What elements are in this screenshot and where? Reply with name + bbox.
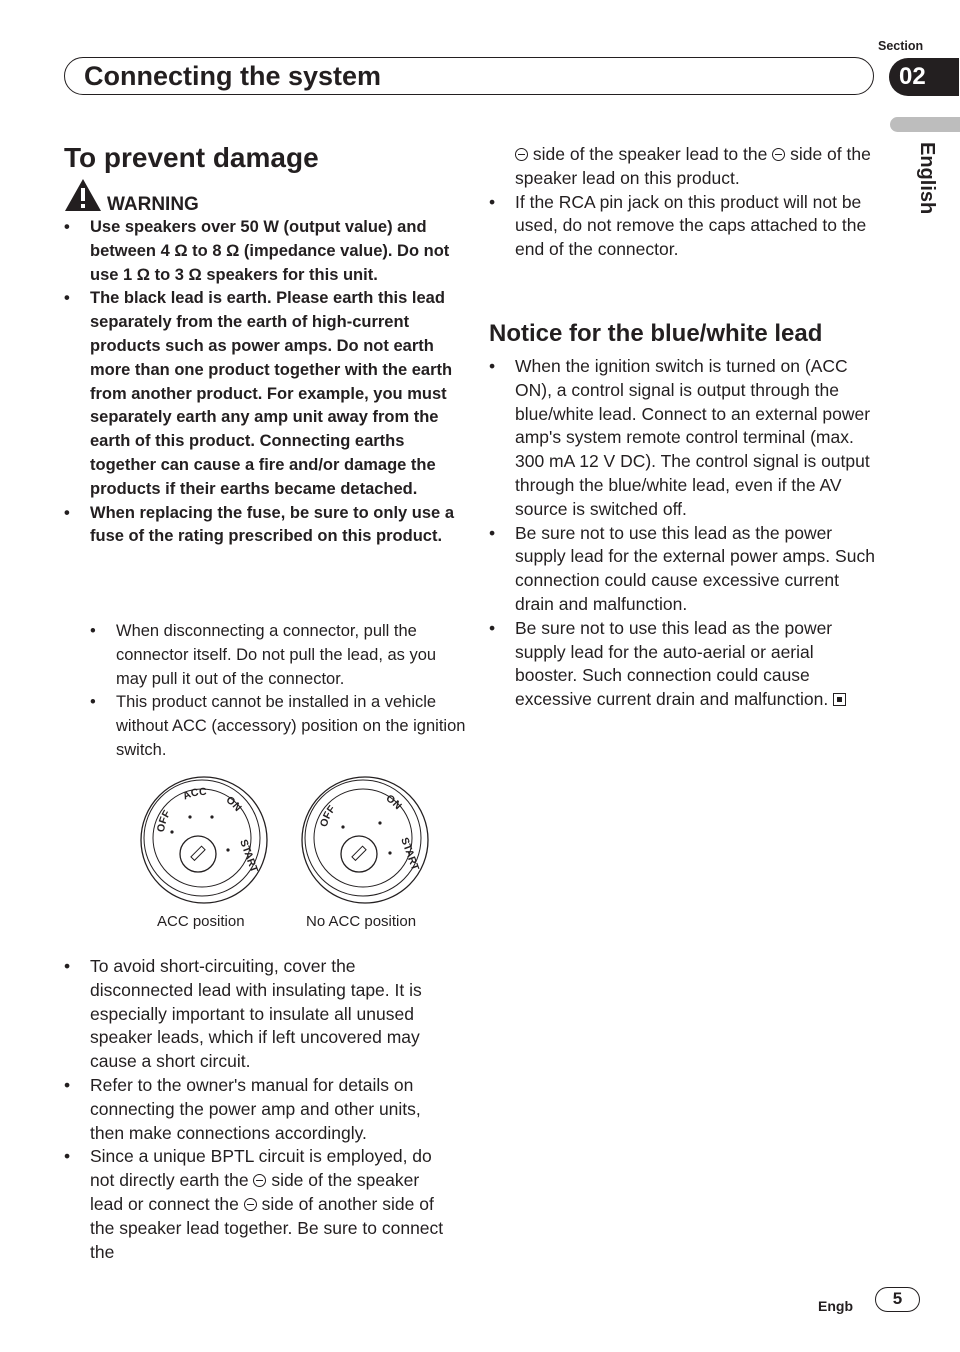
minus-icon <box>515 148 528 161</box>
language-label: English <box>916 142 938 215</box>
list-item: • Since a unique BPTL circuit is employed, do not directly earth the side of the speaker lead or connect the side of another side of the speaker lead together. Be sure to connect the <box>64 1146 444 1262</box>
bptl-continuation: side of the speaker lead to the side of the speaker lead on this product. <box>515 144 871 188</box>
page-number: 5 <box>875 1287 920 1312</box>
warning-label: WARNING <box>107 194 199 215</box>
list-item: • This product cannot be installed in a vehicle without ACC (accessory) position on the ignition switch. <box>90 693 466 759</box>
left-notes-list <box>64 955 454 1262</box>
page-heading: To prevent damage <box>64 142 319 173</box>
ignition-switch-figure <box>136 775 436 905</box>
svg-text:OFF: OFF <box>154 808 174 833</box>
blue-white-list <box>489 355 879 712</box>
svg-text:START: START <box>398 835 422 873</box>
list-item: • The black lead is earth. Please earth this lead separately from the earth of high-current products such as power amps. Do not earth more than one product together with the earth from another product. For example, you must separately earth any amp unit away from the earth of this product. Connecting earths together can cause a fire and/or damage the products if their earths became detached. <box>64 289 453 498</box>
minus-icon <box>253 1174 266 1187</box>
list-item: • When replacing the fuse, be sure to only use a fuse of the rating prescribed on this product. <box>64 503 454 546</box>
list-item: • To avoid short-circuiting, cover the disconnected lead with insulating tape. It is especially important to insulate all unused speaker leads, which if left uncovered may cause a short circuit. <box>64 956 422 1072</box>
warning-list <box>64 216 456 549</box>
right-column <box>489 143 879 262</box>
acc-position-caption: ACC position <box>157 913 245 930</box>
minus-icon <box>244 1198 257 1211</box>
no-acc-switch-drawing <box>302 777 428 903</box>
list-item: • Be sure not to use this lead as the power supply lead for the external power amps. Such connection could cause excessive current drain and malfunction. <box>489 522 875 614</box>
language-tab <box>890 117 960 132</box>
section-label: Section <box>878 39 924 53</box>
list-item: • When the ignition switch is turned on (ACC ON), a control signal is output through the blue/white lead. Connect to an external power amp's system remote control terminal (max. 300 mA 12 V DC). The control signal is output through the blue/white lead, even if the AV source is switched off. <box>489 356 871 519</box>
no-acc-position-caption: No ACC position <box>306 913 417 930</box>
sub-note-list <box>64 620 470 763</box>
list-item: • Refer to the owner's manual for details on connecting the power amp and other units, then make connections accordingly. <box>64 1074 421 1143</box>
list-item: • Be sure not to use this lead as the power supply lead for the auto-aerial or aerial booster. Such connection could cause excessive current drain and malfunction. <box>489 617 879 712</box>
list-item: • If the RCA pin jack on this product will not be used, do not remove the caps attached to the end of the connector. <box>489 191 867 260</box>
minus-icon <box>772 148 785 161</box>
blue-white-heading: Notice for the blue/white lead <box>489 320 823 347</box>
svg-text:ACC: ACC <box>181 785 207 803</box>
svg-text:ON: ON <box>383 792 404 813</box>
svg-text:START: START <box>237 837 261 875</box>
acc-switch-drawing <box>141 777 267 903</box>
footer-language-code: Engb <box>818 1298 853 1314</box>
chapter-title: Connecting the system <box>84 61 382 91</box>
list-item: • When disconnecting a connector, pull the connector itself. Do not pull the lead, as you may pull it out of the connector. <box>90 622 437 688</box>
list-item: • Use speakers over 50 W (output value) and between 4 Ω to 8 Ω (impedance value). Do not use 1 Ω to 3 Ω speakers for this unit. <box>64 218 450 284</box>
section-number-tab: 02 <box>889 58 959 96</box>
warning-icon <box>64 178 102 212</box>
svg-text:OFF: OFF <box>317 803 339 829</box>
svg-text:ON: ON <box>223 793 244 814</box>
end-mark-icon <box>833 693 846 706</box>
